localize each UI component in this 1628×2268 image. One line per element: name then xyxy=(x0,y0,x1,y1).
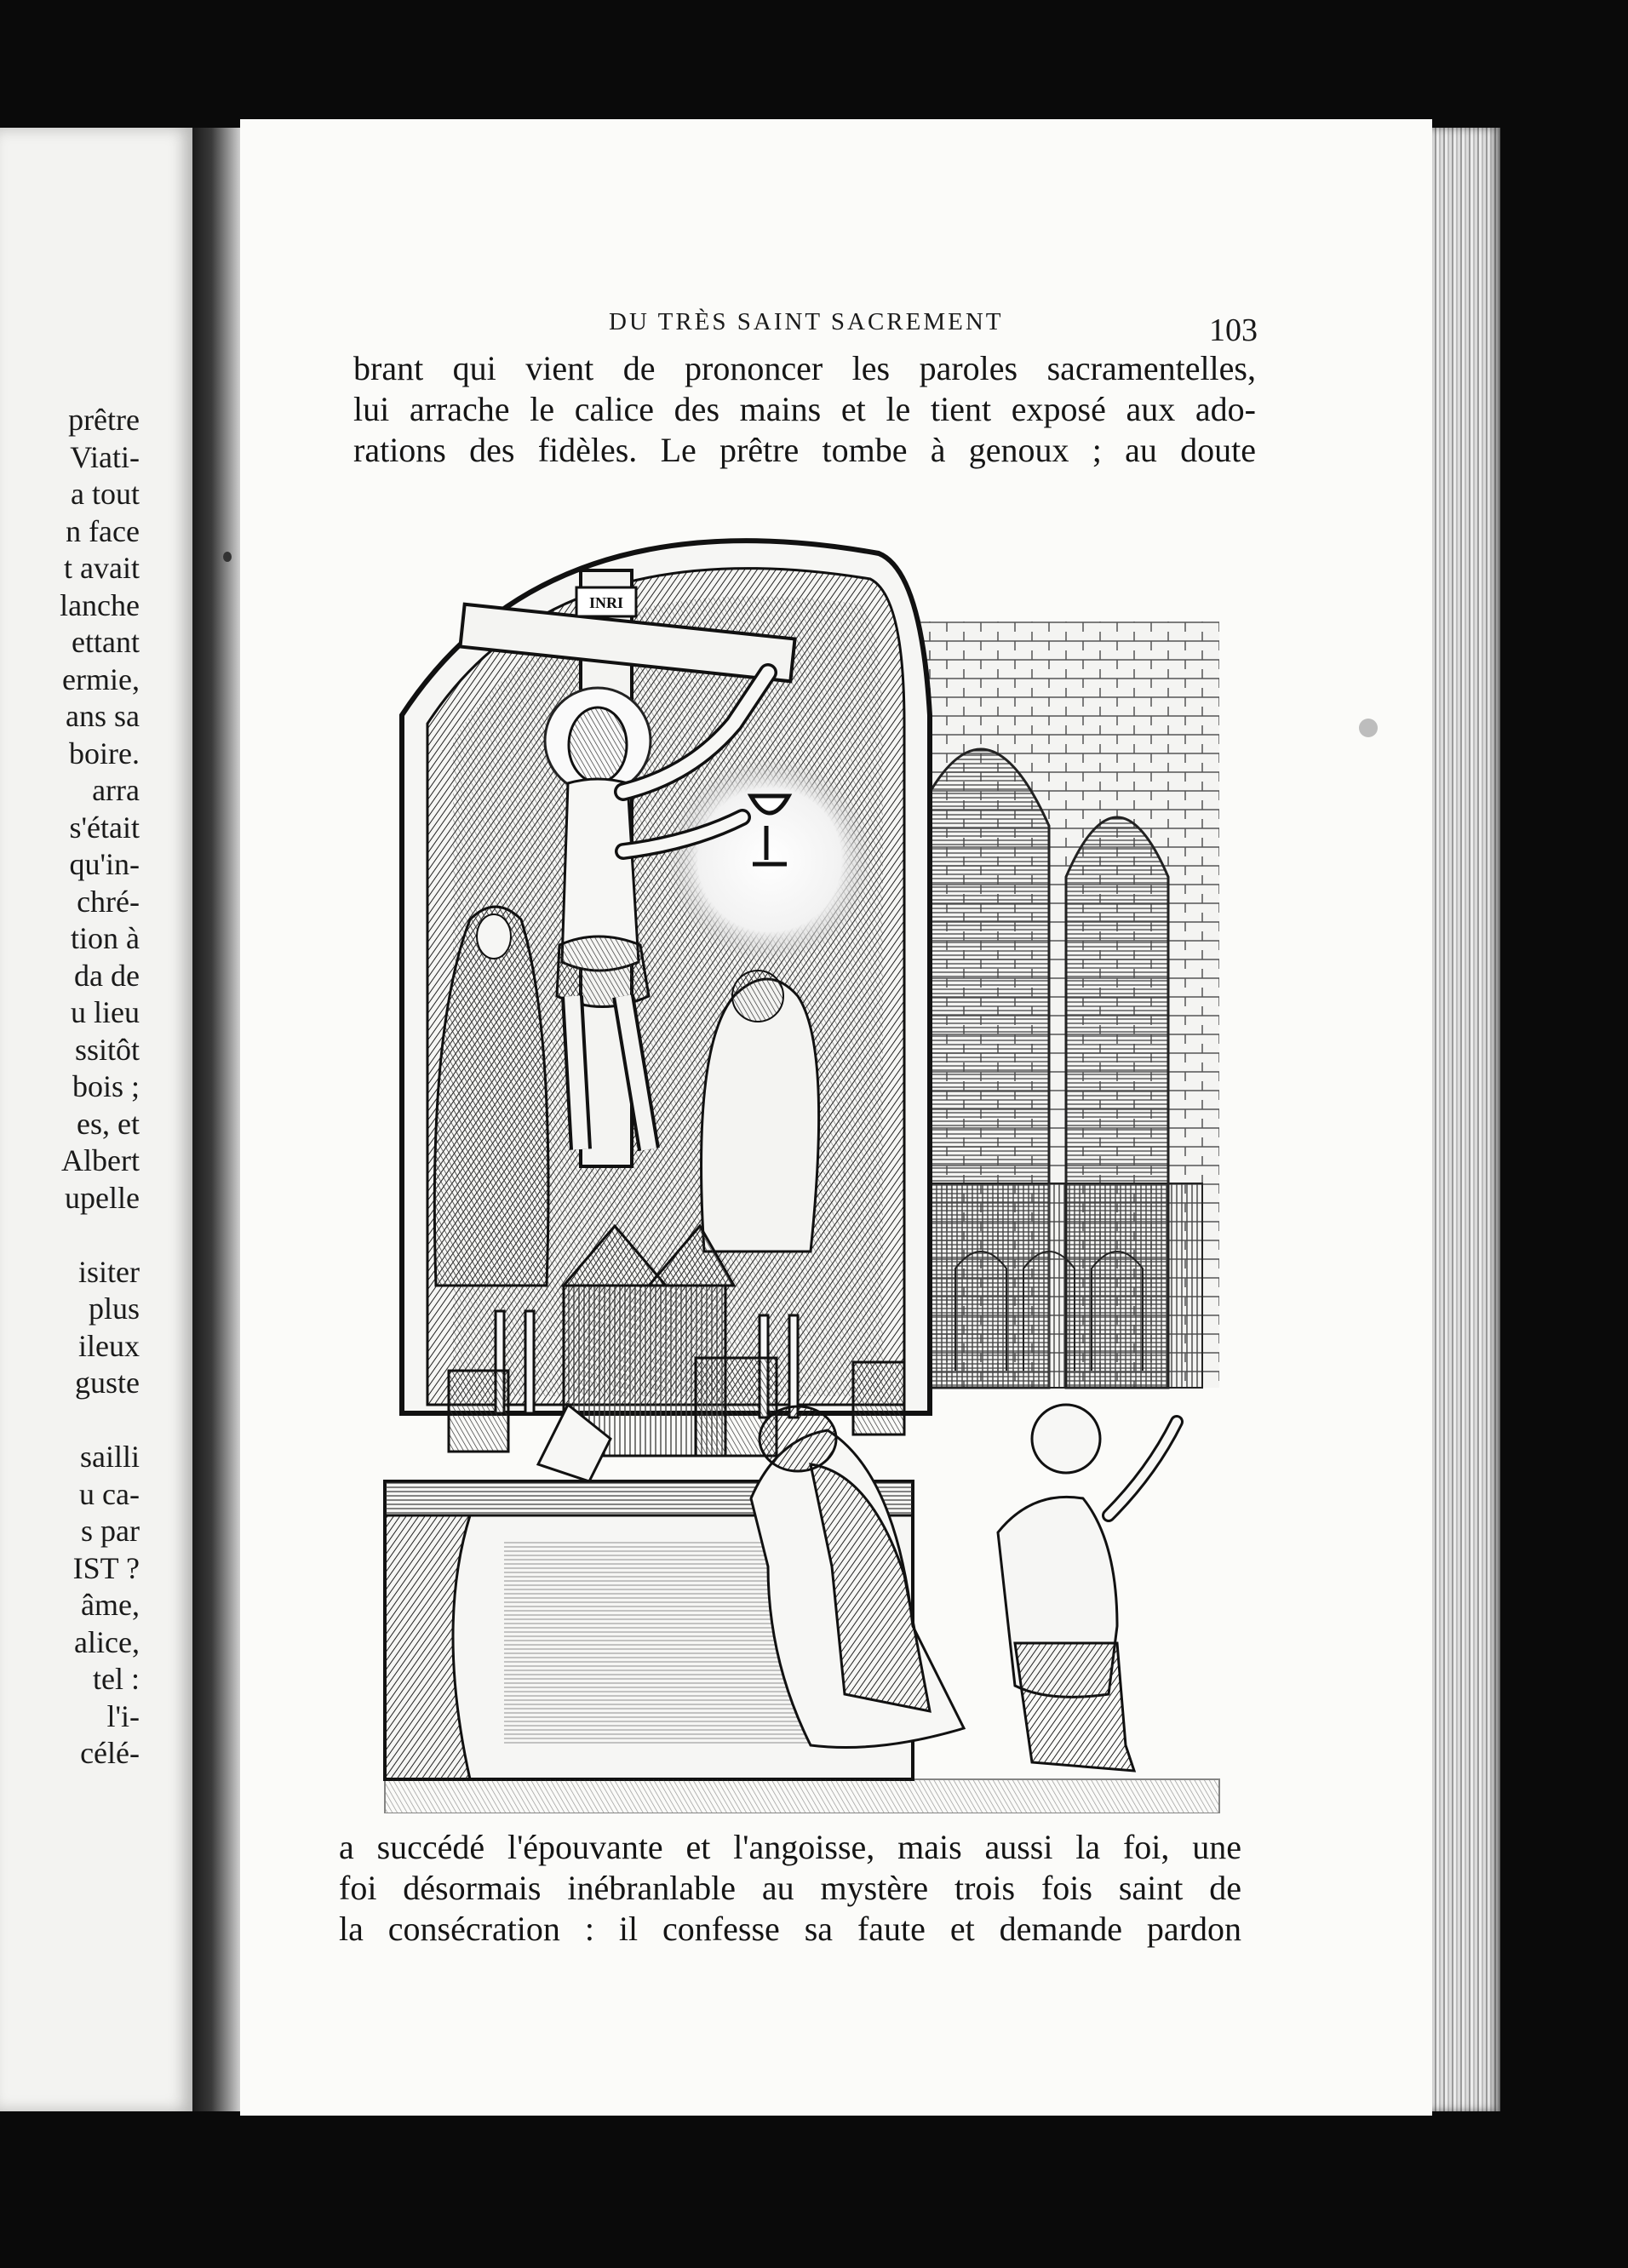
left-page-line: s'était xyxy=(69,810,140,845)
left-page-line: l'i- xyxy=(106,1698,140,1733)
chalice-glow xyxy=(668,758,872,962)
inri-text: INRI xyxy=(588,594,624,611)
left-page-line: célé- xyxy=(80,1736,140,1770)
choir-screen xyxy=(930,1183,1202,1388)
left-page xyxy=(0,128,192,2111)
left-page-line: qu'in- xyxy=(69,847,140,881)
left-page-line: upelle xyxy=(65,1180,140,1215)
left-page-line: ettant xyxy=(72,625,140,659)
altar-card xyxy=(449,1371,508,1452)
running-title: DU TRÈS SAINT SACREMENT xyxy=(609,308,1004,335)
altar-card xyxy=(853,1362,904,1435)
altar-engraving-illustration xyxy=(368,519,1238,1813)
left-page-line: u ca- xyxy=(79,1476,140,1511)
left-page-line: sailli xyxy=(80,1440,140,1474)
body-line: a succédé l'épouvante et l'angoisse, mais aussi la foi, une xyxy=(339,1828,1241,1866)
left-page-line: u lieu xyxy=(71,995,140,1029)
left-page-line: ermie, xyxy=(62,662,140,696)
left-page-line: plus xyxy=(88,1292,140,1326)
left-page-line: chré- xyxy=(77,884,140,919)
left-page-line: Albert xyxy=(61,1143,140,1177)
left-page-line: ssitôt xyxy=(74,1032,140,1067)
body-line: la consécration : il confesse sa faute et demande pardon xyxy=(339,1910,1241,1948)
left-page-line: ans sa xyxy=(66,699,140,733)
dust-speck xyxy=(223,552,232,562)
left-page-line: tel : xyxy=(93,1662,140,1696)
left-page-line: prêtre xyxy=(68,403,140,437)
body-line: lui arrache le calice des mains et le tient exposé aux ado- xyxy=(353,390,1256,428)
left-page-line: lanche xyxy=(60,587,140,622)
left-page-line: Viati- xyxy=(70,439,140,474)
left-page-line: arra xyxy=(92,773,140,807)
body-line: foi désormais inébranlable au mystère trois fois saint de xyxy=(339,1869,1241,1907)
left-page-line: da de xyxy=(74,958,140,993)
left-page-line: bois ; xyxy=(72,1069,140,1103)
left-page-line: n face xyxy=(66,513,140,548)
left-page-line: a tout xyxy=(71,477,140,511)
left-page-line: isiter xyxy=(78,1254,140,1289)
left-page-line: guste xyxy=(75,1366,140,1400)
left-page-line: boire. xyxy=(69,736,140,770)
body-line: brant qui vient de prononcer les paroles sacramentelles, xyxy=(353,349,1256,387)
altar-boy-cassock xyxy=(1015,1643,1134,1771)
left-page-line: ileux xyxy=(78,1328,140,1363)
left-page-line: s par xyxy=(81,1514,140,1548)
book-gutter xyxy=(192,128,240,2111)
left-page-line: t avait xyxy=(64,551,140,585)
body-line: rations des fidèles. Le prêtre tombe à genoux ; au doute xyxy=(353,431,1256,469)
christ-head xyxy=(569,707,627,782)
left-page-line: alice, xyxy=(74,1624,140,1659)
page-edges xyxy=(1432,128,1500,2111)
left-page-line: tion à xyxy=(71,921,140,955)
left-page-line: IST ? xyxy=(72,1550,140,1585)
left-page-line: âme, xyxy=(81,1588,140,1622)
page-number: 103 xyxy=(1209,312,1258,348)
dust-speck xyxy=(1359,719,1378,737)
left-page-line: es, et xyxy=(77,1106,140,1141)
